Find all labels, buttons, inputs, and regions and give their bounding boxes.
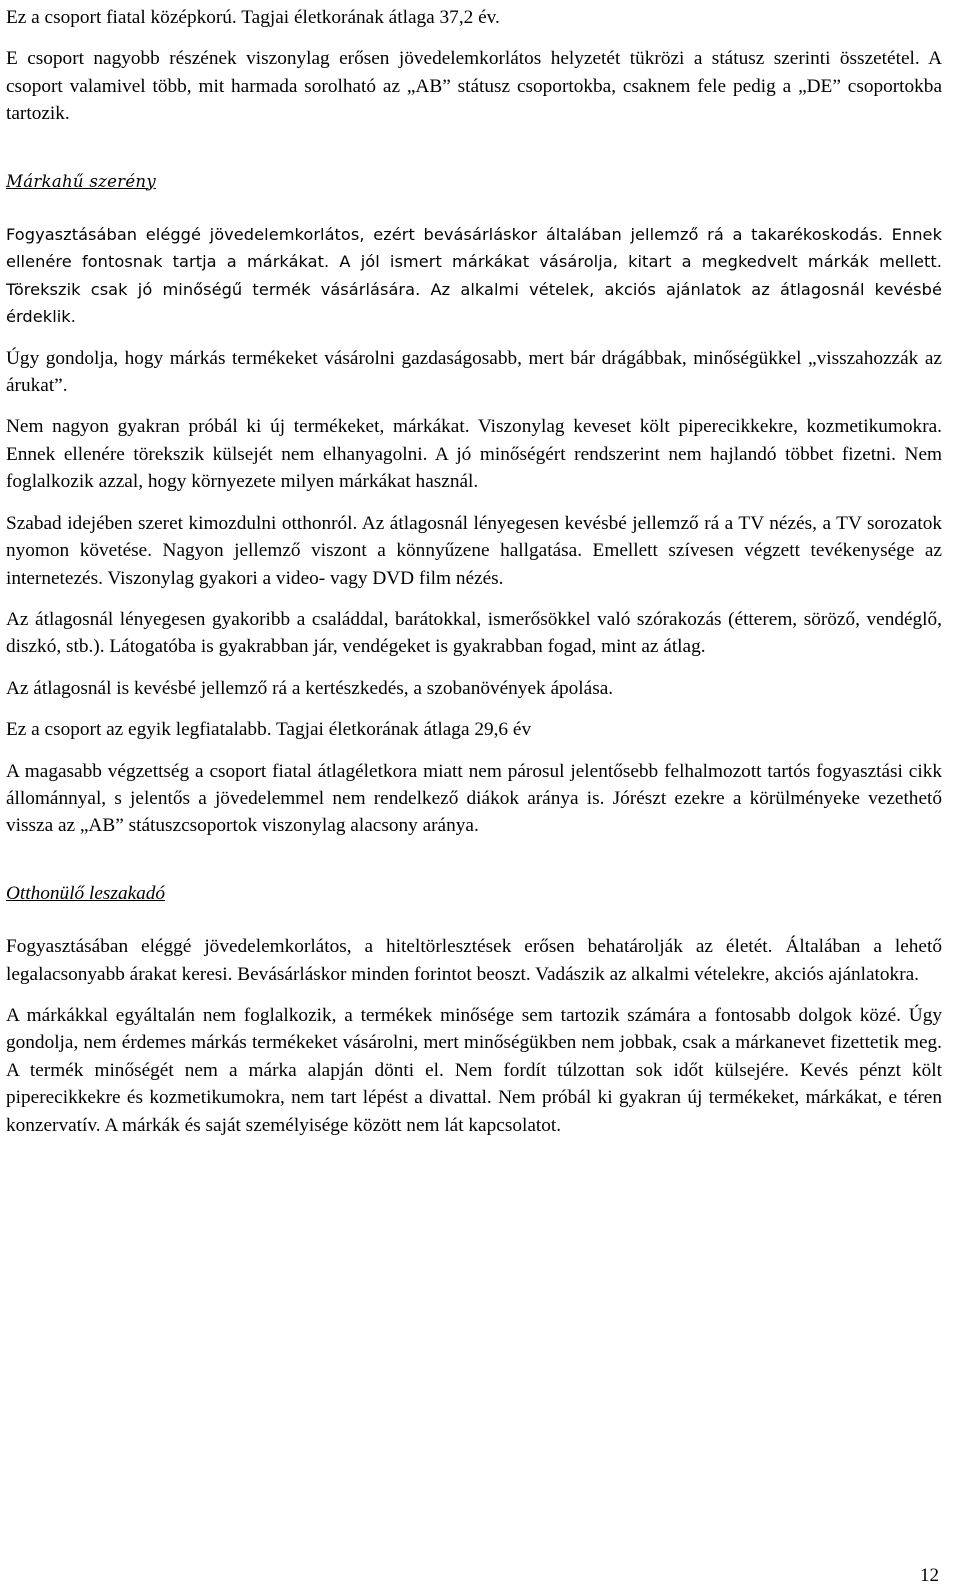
section-heading-otthonulo-leszakado [6, 880, 942, 907]
section-heading-markahu-szereny [6, 168, 942, 195]
paragraph-brands-attitude: A márkákkal egyáltalán nem foglalkozik, a termékek minősége sem tartozik számára a fontosabb dolgok közé. Úgy gondolja, nem érdemes márkás termékeket vásárolni, mert minőségükben nem jobbak, csak a márkanevet fizettetik meg. A termék minőségét nem a márka alapján dönti el. Nem fordít túlzottan sok időt külsejére. Kevés pénzt költ piperecikkekre és kozmetikumokra, nem tart lépést a divattal. Nem próbál ki gyakran új termékeket, márkákat, e téren konzervatív. A márkák és saját személyisége között nem lát kapcsolatot. [6, 1004, 942, 1136]
paragraph-free-time: Szabad idejében szeret kimozdulni otthonról. Az átlagosnál lényegesen kevésbé jellemző rá a TV nézés, a TV sorozatok nyomon követése. Nagyon jellemző viszont a könnyűzene hallgatása. Emellett szívesen végzett tevékenysége az internetezés. Viszonylag gyakori a video- vagy DVD film nézés. [6, 512, 942, 589]
document-page [6, 4, 942, 1139]
section-heading-2: Otthonülő leszakadó [6, 882, 166, 904]
paragraph-consumption-2: Fogyasztásában eléggé jövedelemkorlátos, a hiteltörlesztések erősen behatárolják az életét. Általában a lehető legalacsonyabb árakat keresi. Bevásárláskor minden forintot beoszt. Vadászik az alkalmi vételekre, akciós ajánlatokra. [6, 936, 942, 985]
paragraph-age-summary-1: Ez a csoport fiatal középkorú. Tagjai életkorának átlaga 37,2 év. [6, 7, 500, 28]
paragraph-status-composition: E csoport nagyobb részének viszonylag erősen jövedelemkorlátos helyzetét tükrözi a státusz szerinti összetétel. A csoport valamivel több, mit harmada sorolható az „AB” státusz csoportokba, csaknem fele pedig a „DE” csoportokba tartozik. [6, 48, 942, 125]
paragraph-consumption-1: Fogyasztásában eléggé jövedelemkorlátos, ezért bevásárláskor általában jellemző rá a takarékoskodás. Ennek ellenére fontosnak tartja a márkákat. A jól ismert márkákat vásárolja, kitart a megkedvelt márkák mellett. Törekszik csak jó minőségű termék vásárlására. Az alkalmi vételek, akciós ajánlatok az átlagosnál kevésbé érdeklik. [6, 225, 942, 327]
paragraph-socializing: Az átlagosnál lényegesen gyakoribb a családdal, barátokkal, ismerősökkel való szórakozás (étterem, söröző, vendéglő, diszkó, stb.). Látogatóba is gyakrabban jár, vendégeket is gyakrabban fogad, mint az átlag. [6, 608, 942, 658]
paragraph-gardening: Az átlagosnál is kevésbé jellemző rá a kertészkedés, a szobanövények ápolása. [6, 677, 614, 699]
paragraph-education: A magasabb végzettség a csoport fiatal átlagéletkora miatt nem párosul jelentősebb felhalmozott tartós fogyasztási cikk állománnyal, s jelentős a jövedelemmel nem rendelkező diákok aránya is. Jórészt ezekre a körülményeke vezethető vissza az „AB” státuszcsoportok viszonylag alacsony aránya. [6, 760, 942, 837]
paragraph-new-products: Nem nagyon gyakran próbál ki új termékeket, márkákat. Viszonylag keveset költ piperecikkekre, kozmetikumokra. Ennek ellenére törekszik külsejét nem elhanyagolni. A jó minőségért rendszerint nem hajlandó többet fizetni. Nem foglalkozik azzal, hogy környezete milyen márkákat használ. [6, 416, 942, 493]
paragraph-brand-opinion: Úgy gondolja, hogy márkás termékeket vásárolni gazdaságosabb, mert bár drágábbak, minőségükkel „visszahozzák az árukat”. [6, 347, 942, 397]
section-heading-1: Márkahű szerény [6, 171, 156, 191]
page-number: 12 [920, 1565, 939, 1586]
paragraph-age-summary-2: Ez a csoport az egyik legfiatalabb. Tagjai életkorának átlaga 29,6 év [6, 719, 532, 741]
